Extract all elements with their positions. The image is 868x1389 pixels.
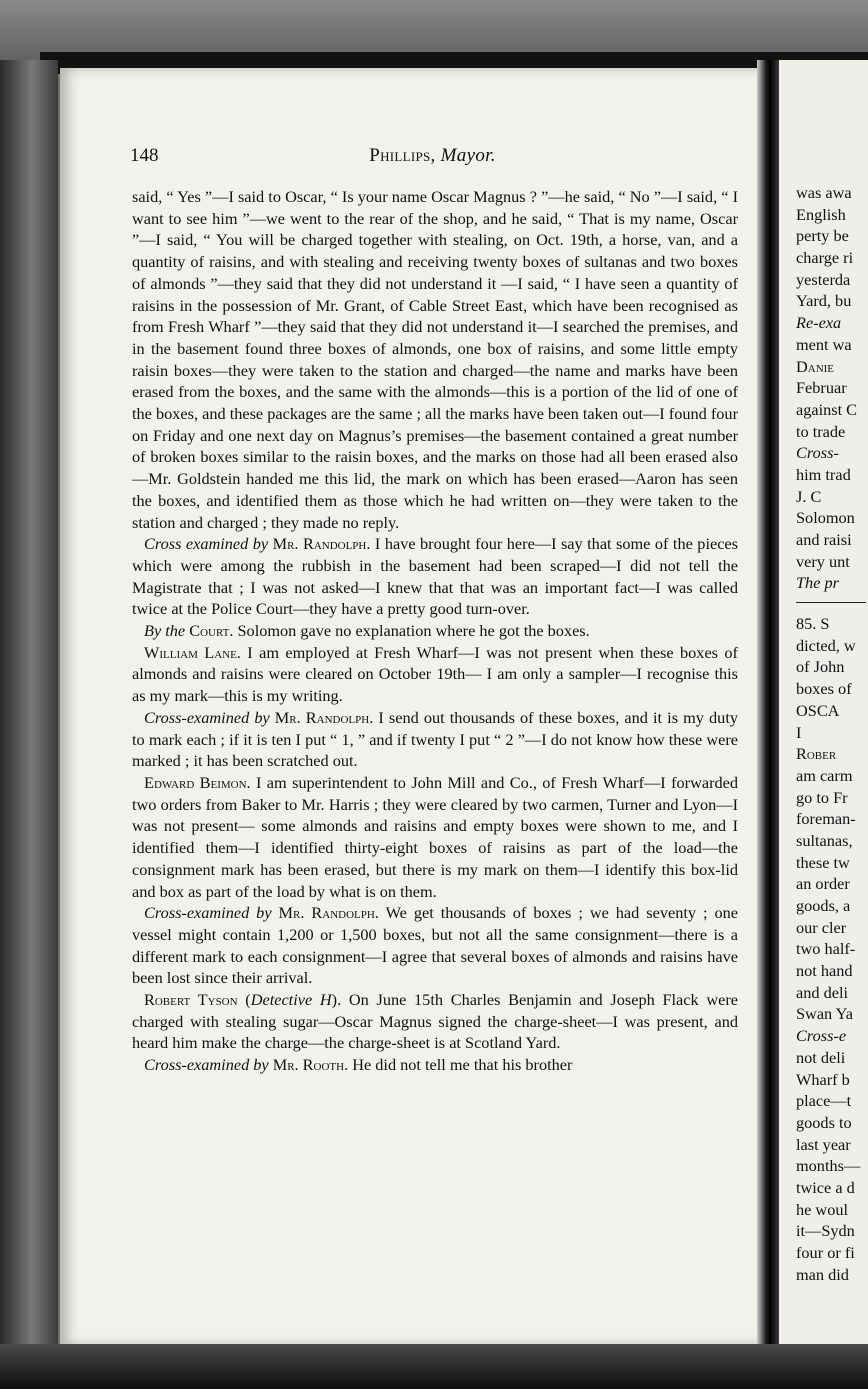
speaker-name: Court. (189, 621, 234, 641)
adjacent-page-line: two half- (796, 939, 856, 959)
adjacent-page-line (796, 602, 866, 603)
page-header (130, 145, 735, 171)
italic-text: Cross-examined by (144, 1055, 273, 1075)
speaker-name: Mr. Randolph. (274, 707, 374, 727)
body-paragraph (132, 533, 738, 620)
adjacent-page-fragments (796, 182, 868, 1285)
adjacent-page-line: Yard, bu (796, 291, 852, 311)
adjacent-page-line: not deli (796, 1047, 846, 1067)
adjacent-page-line: charge ri (796, 248, 854, 268)
italic-text: Detective H (250, 990, 332, 1010)
adjacent-page-line: Danie (796, 356, 835, 376)
speaker-name: Edward Beimon. (144, 772, 251, 792)
adjacent-page-line: goods, a (796, 896, 851, 915)
body-paragraph (132, 902, 738, 989)
adjacent-page-line: not hand (796, 961, 853, 981)
adjacent-page-line: very unt (796, 551, 850, 571)
adjacent-page-line: Cross- (796, 443, 839, 463)
adjacent-page-line: four or fi (796, 1243, 855, 1262)
speaker-name: Mr. Rooth. (272, 1055, 349, 1075)
paragraph-text: He did not tell me that his brother (348, 1055, 573, 1075)
adjacent-page-line: these tw (796, 852, 850, 872)
adjacent-page-line: perty be (796, 226, 849, 246)
adjacent-page-line: and raisi (796, 530, 852, 549)
italic-text: By the (144, 621, 190, 641)
adjacent-page-line: goods to (796, 1112, 852, 1132)
adjacent-page-line: Swan Ya (796, 1004, 853, 1024)
adjacent-page-line: an order (796, 874, 850, 894)
adjacent-page-line: he woul (796, 1199, 848, 1219)
adjacent-page-line: it—Sydn (796, 1221, 855, 1241)
adjacent-page-line: sultanas, (796, 830, 853, 850)
paragraph-text: I am superintendent to John Mill and Co., of Fresh Wharf—I forwarded two orders from Baker to Mr. Harris ; they were cleared by two carmen, Turner and Lyon—I was not present— some almonds and raisins and empty boxes were shown to me, and I identified them—I identified thirty-eight boxes of raisins as part of the load—the consignment mark has been erased, but there is my mark on them—I identify this box-lid and box as part of the load by what is on them. (132, 772, 738, 901)
body-paragraph (132, 989, 738, 1054)
adjacent-page-line: The pr (796, 573, 839, 593)
body-paragraph (132, 186, 738, 533)
adjacent-page-line: I (796, 722, 802, 742)
paragraph-text: I am employed at Fresh Wharf—I was not present when these boxes of almonds and raisins were cleared on October 19th— I am only a sampler—I recognise this as my mark—this is my writing. (132, 642, 738, 706)
adjacent-page-line: J. C (796, 486, 822, 506)
speaker-name: William Lane. (144, 642, 241, 662)
adjacent-page-line: place—t (796, 1091, 852, 1111)
scan-dark-band-bottom (0, 1344, 868, 1389)
body-paragraph (132, 620, 738, 642)
adjacent-page-line: Rober (796, 744, 837, 764)
paragraph-text: I send out thousands of these boxes, and it is my duty to mark each ; if it is ten I put “ 1, ” and if twenty I put “ 2 ”—I do not know how these were marked ; it has been scratched out. (132, 707, 738, 771)
adjacent-page-line: against C (796, 399, 858, 419)
paragraph-text: ). On June 15th Charles Benjamin and Joseph Flack were charged with stealing sugar—Oscar Magnus signed the charge-sheet—I was present, and heard him make the charge—the charge-sheet is at Scotland Yard. (132, 990, 738, 1053)
body-paragraph (132, 707, 738, 772)
paragraph-text: ( (237, 990, 251, 1010)
paragraph-text: I have brought four here—I say that some of the pieces which were among the rubbish in the basement had been scraped—I did not tell the Magistrate that ; I was not asked—I knew that that was an important fact—I was called twice at the Police Court—they have a pretty good turn-over. (132, 534, 738, 619)
adjacent-page-line: Cross-e (796, 1026, 847, 1046)
adjacent-page-line: to trade (796, 421, 846, 441)
adjacent-page-line: and deli (796, 982, 848, 1002)
adjacent-page-line: Solomon (796, 508, 855, 528)
adjacent-page-line: him trad (796, 464, 851, 484)
paragraph-text: We get thousands of boxes ; we had seventy ; one vessel might contain 1,200 or 1,500 boxes, but not all the same consignment—there is a different mark to each consignment—I agree that several boxes of almonds and raisins have been lost since their arrival. (132, 903, 738, 988)
speaker-name: Robert Tyson (144, 990, 238, 1010)
adjacent-page-line: boxes of (796, 679, 852, 699)
page-body-text (132, 186, 738, 1076)
paragraph-text: said, “ Yes ”—I said to Oscar, “ Is your name Oscar Magnus ? ”—he said, “ No ”—I said, “ I want to see him ”—we went to the rear of the shop, and he said, “ That is my name, Oscar ”—I said, “ You will be charged together with stealing, on Oct. 19th, a horse, van, and a quantity of raisins, and with stealing and receiving twenty boxes of sultanas and two boxes of almonds ”—they said that they did not understand it —I said, “ I have seen a quantity of raisins in the possession of Mr. Grant, of Cable Street East, which have been recognised as from Fresh Wharf ”—they said that they did not understand it—I searched the premises, and in the basement found three boxes of almonds, one box of raisins, and some little empty raisin boxes—they were taken to the station and charged—the name and marks have been erased from the boxes, and the same with the almonds—this is a portion of the lid of one of the boxes, and these packages are the same ; all the marks have been taken out—I found four on Friday and one next day on Magnus’s premises—the basement contained a great number of broken boxes similar to the raisin boxes, and the marks on those had all been erased also—Mr. Goldstein handed me this lid, the mark on which has been erased—Aaron has seen the boxes, and identified them as those which he had written on—they were taken to the station and charged ; they made no reply. (132, 187, 738, 532)
adjacent-page-line: twice a d (796, 1177, 855, 1197)
adjacent-page-line: man did (796, 1264, 849, 1284)
body-paragraph (132, 1054, 738, 1076)
adjacent-page-line: months— (796, 1156, 861, 1176)
adjacent-page-line: Wharf b (796, 1069, 850, 1089)
body-paragraph (132, 772, 738, 902)
adjacent-page-line: was awa (796, 183, 852, 202)
adjacent-page-line: foreman- (796, 809, 856, 829)
paragraph-text: Solomon gave no explanation where he got the boxes. (233, 621, 590, 641)
adjacent-page-line: our cler (796, 917, 847, 937)
italic-text: Cross examined by (144, 534, 273, 554)
italic-text: Cross-examined by (144, 707, 275, 727)
adjacent-page-line: English (796, 204, 846, 224)
running-head-title: Mayor. (440, 145, 496, 166)
body-paragraph (132, 642, 738, 707)
adjacent-page-line: am carm (796, 765, 853, 785)
adjacent-page-line: go to Fr (796, 787, 848, 807)
running-head (130, 145, 735, 167)
adjacent-page-line: last year (796, 1134, 851, 1154)
book-left-edge (0, 60, 58, 1389)
page-number: 148 (130, 145, 159, 166)
adjacent-page-line: Februar (796, 378, 847, 398)
adjacent-page-line: Re-exa (796, 313, 842, 333)
speaker-name: Mr. Randolph. (272, 534, 371, 554)
running-head-name: Phillips, (369, 145, 436, 166)
speaker-name: Mr. Randolph. (278, 903, 379, 923)
adjacent-page-line: 85. S (796, 614, 830, 634)
italic-text: Cross-examined by (144, 903, 279, 923)
adjacent-page-line: OSCA (796, 700, 840, 720)
adjacent-page-line: yesterda (796, 269, 851, 289)
book-binding-gutter (757, 60, 779, 1360)
adjacent-page-line: dicted, w (796, 635, 856, 655)
adjacent-page-line: ment wa (796, 334, 852, 354)
adjacent-page-line: of John (796, 657, 845, 677)
